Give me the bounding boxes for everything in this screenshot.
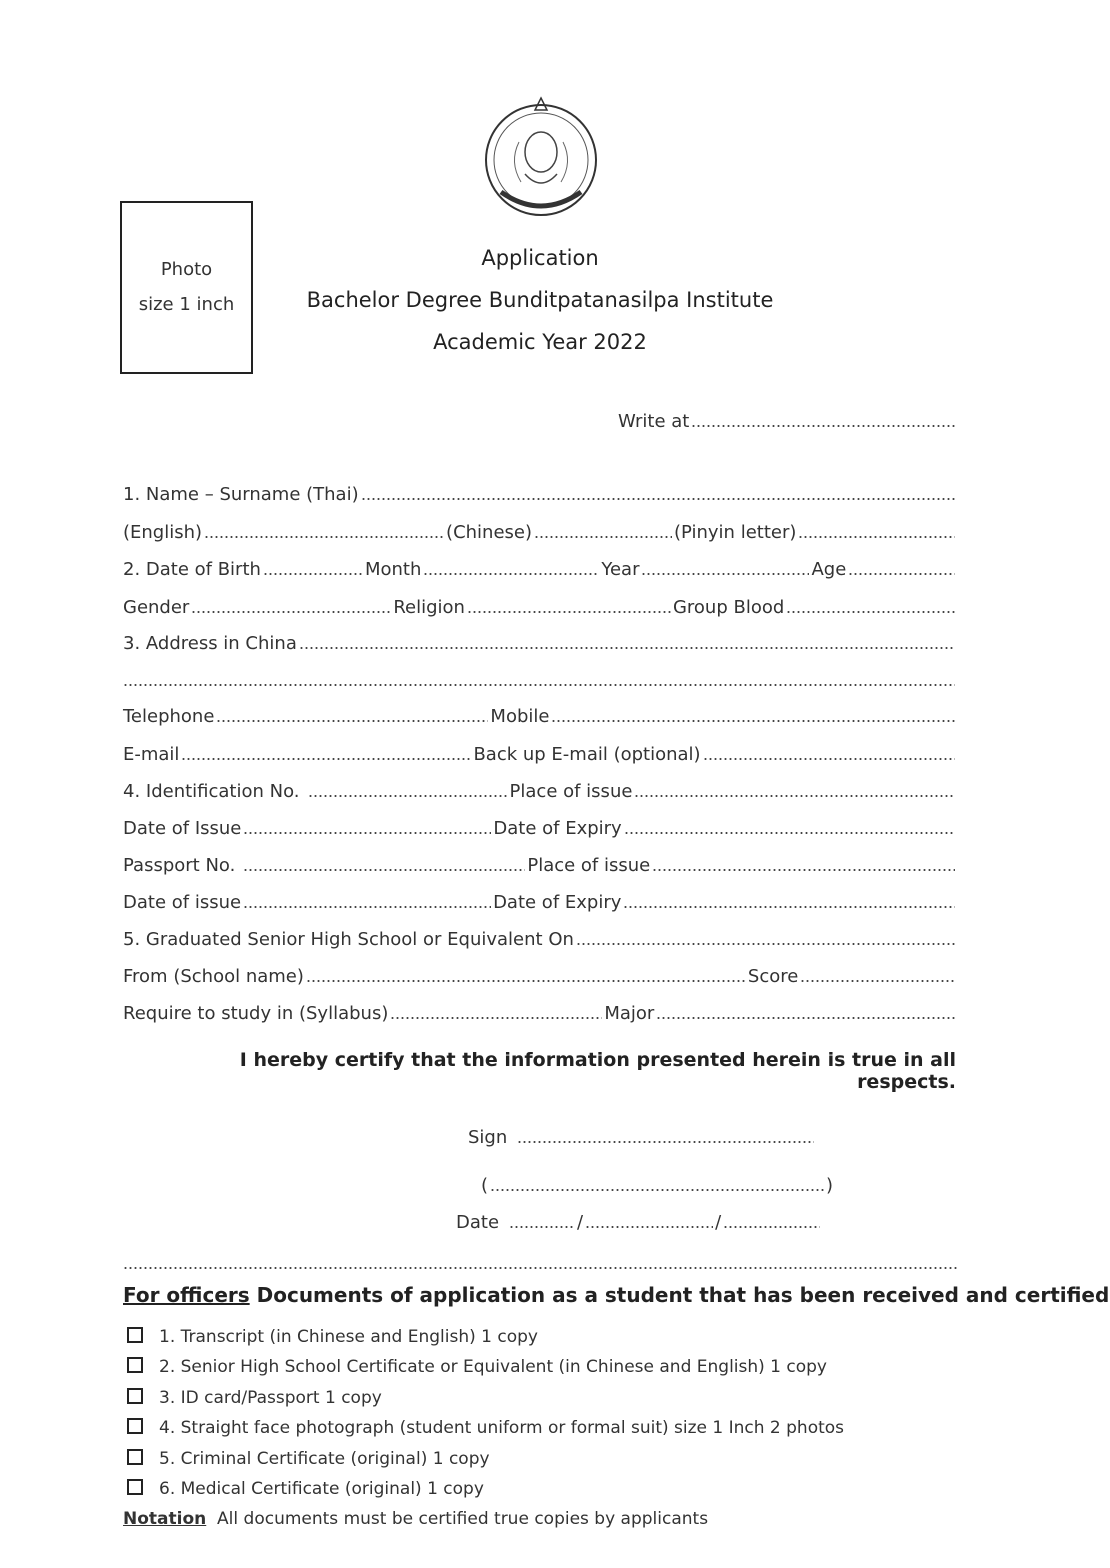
- school-name-field[interactable]: [306, 971, 746, 983]
- officers-text: Documents of application as a student that has been received and certified: [249, 1283, 1110, 1307]
- notation-text: All documents must be certified true copies by applicants: [206, 1509, 709, 1529]
- telephone-row: [123, 703, 957, 727]
- religion-label: Religion: [393, 597, 465, 618]
- checklist-item-medical-certificate: 6. Medical Certificate (original) 1 copy: [159, 1479, 484, 1499]
- checklist-item-criminal-certificate: 5. Criminal Certificate (original) 1 copy: [159, 1449, 490, 1469]
- gender-row: [123, 594, 957, 618]
- address-label: 3. Address in China: [123, 633, 297, 654]
- checkbox-medical-certificate[interactable]: [127, 1479, 143, 1495]
- major-label: Major: [604, 1003, 655, 1024]
- email-label: E-mail: [123, 744, 180, 765]
- id-date-expiry-field[interactable]: [624, 823, 955, 835]
- checkbox-photograph[interactable]: [127, 1418, 143, 1434]
- write-at-field[interactable]: [691, 416, 955, 428]
- name-thai-label: 1. Name – Surname (Thai): [123, 484, 359, 505]
- address-continued-row: [123, 667, 957, 691]
- checklist-item-certificate: 2. Senior High School Certificate or Equivalent (in Chinese and English) 1 copy: [159, 1357, 827, 1377]
- chinese-field[interactable]: [534, 527, 672, 539]
- photo-label: Photo: [160, 259, 213, 280]
- notation: [123, 1509, 708, 1529]
- printed-name-row: [481, 1172, 833, 1196]
- passport-dates-row: [123, 889, 957, 913]
- graduated-field[interactable]: [576, 934, 955, 946]
- chinese-label: (Chinese): [446, 522, 533, 543]
- checklist-item-photograph: 4. Straight face photograph (student uniform or formal suit) size 1 Inch 2 photos: [159, 1418, 845, 1438]
- age-field[interactable]: [848, 564, 955, 576]
- checklist-item-id-card: 3. ID card/Passport 1 copy: [159, 1388, 382, 1408]
- syllabus-field[interactable]: [390, 1008, 602, 1020]
- passport-place-issue-field[interactable]: [652, 860, 955, 872]
- backup-email-field[interactable]: [703, 749, 955, 761]
- name-thai-row: [123, 481, 957, 505]
- form-title: Application: [481, 246, 599, 270]
- score-label: Score: [747, 966, 799, 987]
- name-other-row: [123, 519, 957, 543]
- year-label: Year: [601, 559, 640, 580]
- sign-date-row: [456, 1209, 822, 1233]
- telephone-field[interactable]: [216, 711, 488, 723]
- separator-line: [123, 1250, 959, 1274]
- birth-row: [123, 556, 957, 580]
- syllabus-row: [123, 1000, 957, 1024]
- photo-size-label: size 1 inch: [138, 294, 235, 315]
- email-row: [123, 741, 957, 765]
- id-no-field[interactable]: [308, 786, 508, 798]
- close-paren: ): [825, 1175, 833, 1196]
- printed-name-field[interactable]: [490, 1180, 824, 1192]
- checklist-item-transcript: 1. Transcript (in Chinese and English) 1 copy: [159, 1327, 538, 1347]
- notation-label: Notation: [123, 1509, 207, 1529]
- institute-name: Bachelor Degree Bunditpatanasilpa Institute: [306, 288, 774, 312]
- checkbox-criminal-certificate[interactable]: [127, 1449, 143, 1465]
- address-continued-field[interactable]: [123, 675, 955, 687]
- pinyin-field[interactable]: [798, 527, 955, 539]
- mobile-label: Mobile: [490, 706, 550, 727]
- dob-field[interactable]: [263, 564, 363, 576]
- date-label: Date: [456, 1212, 500, 1233]
- month-field[interactable]: [423, 564, 599, 576]
- passport-row: [123, 852, 957, 876]
- institute-seal-icon: [479, 92, 603, 222]
- age-label: Age: [811, 559, 847, 580]
- english-label: (English): [123, 522, 203, 543]
- id-date-issue-field[interactable]: [243, 823, 491, 835]
- officers-label: For officers: [123, 1283, 250, 1307]
- checkbox-transcript[interactable]: [127, 1327, 143, 1343]
- sign-field[interactable]: [517, 1132, 814, 1144]
- officers-heading: [123, 1283, 1109, 1307]
- graduated-label: 5. Graduated Senior High School or Equivalent On: [123, 929, 574, 950]
- write-at-line: [618, 408, 957, 432]
- score-field[interactable]: [800, 971, 955, 983]
- backup-email-label: Back up E-mail (optional): [473, 744, 701, 765]
- checkbox-id-card[interactable]: [127, 1388, 143, 1404]
- graduated-row: [123, 926, 957, 950]
- checkbox-certificate[interactable]: [127, 1357, 143, 1373]
- month-label: Month: [364, 559, 422, 580]
- photo-placeholder-box: [120, 201, 253, 374]
- id-no-label: 4. Identification No.: [123, 781, 300, 802]
- pinyin-label: (Pinyin letter): [674, 522, 797, 543]
- id-place-issue-field[interactable]: [634, 786, 955, 798]
- open-paren: (: [481, 1175, 489, 1196]
- gender-label: Gender: [123, 597, 190, 618]
- email-field[interactable]: [181, 749, 471, 761]
- name-thai-field[interactable]: [361, 489, 955, 501]
- id-date-expiry-label: Date of Expiry: [493, 818, 622, 839]
- id-date-issue-label: Date of Issue: [123, 818, 242, 839]
- blood-label: Group Blood: [672, 597, 785, 618]
- telephone-label: Telephone: [123, 706, 215, 727]
- date-slash-1: /: [577, 1212, 584, 1233]
- school-row: [123, 963, 957, 987]
- passport-date-expiry-label: Date of Expiry: [493, 892, 622, 913]
- date-month-field[interactable]: [585, 1217, 713, 1229]
- date-day-field[interactable]: [509, 1217, 575, 1229]
- passport-place-issue-label: Place of issue: [527, 855, 651, 876]
- date-year-field[interactable]: [723, 1217, 820, 1229]
- address-row: [123, 630, 957, 654]
- english-field[interactable]: [204, 527, 444, 539]
- dob-label: 2. Date of Birth: [123, 559, 261, 580]
- mobile-field[interactable]: [551, 711, 955, 723]
- syllabus-label: Require to study in (Syllabus): [123, 1003, 389, 1024]
- certification-statement: I hereby certify that the information presented herein is true in all respects.: [239, 1049, 956, 1093]
- write-at-label: Write at: [618, 411, 690, 432]
- date-slash-2: /: [715, 1212, 722, 1233]
- address-field[interactable]: [299, 638, 955, 650]
- id-dates-row: [123, 815, 957, 839]
- identification-row: [123, 778, 957, 802]
- sign-label: Sign: [468, 1127, 508, 1148]
- passport-no-label: Passport No.: [123, 855, 236, 876]
- passport-no-field[interactable]: [243, 860, 525, 872]
- school-name-label: From (School name): [123, 966, 304, 987]
- passport-date-issue-field[interactable]: [243, 897, 491, 909]
- gender-field[interactable]: [191, 602, 391, 614]
- sign-row: [468, 1124, 816, 1148]
- separator-dots: [123, 1258, 959, 1270]
- blood-field[interactable]: [786, 602, 955, 614]
- major-field[interactable]: [656, 1008, 955, 1020]
- religion-field[interactable]: [467, 602, 671, 614]
- passport-date-expiry-field[interactable]: [623, 897, 955, 909]
- id-place-issue-label: Place of issue: [509, 781, 633, 802]
- academic-year: Academic Year 2022: [433, 330, 647, 354]
- passport-date-issue-label: Date of issue: [123, 892, 242, 913]
- year-field[interactable]: [641, 564, 809, 576]
